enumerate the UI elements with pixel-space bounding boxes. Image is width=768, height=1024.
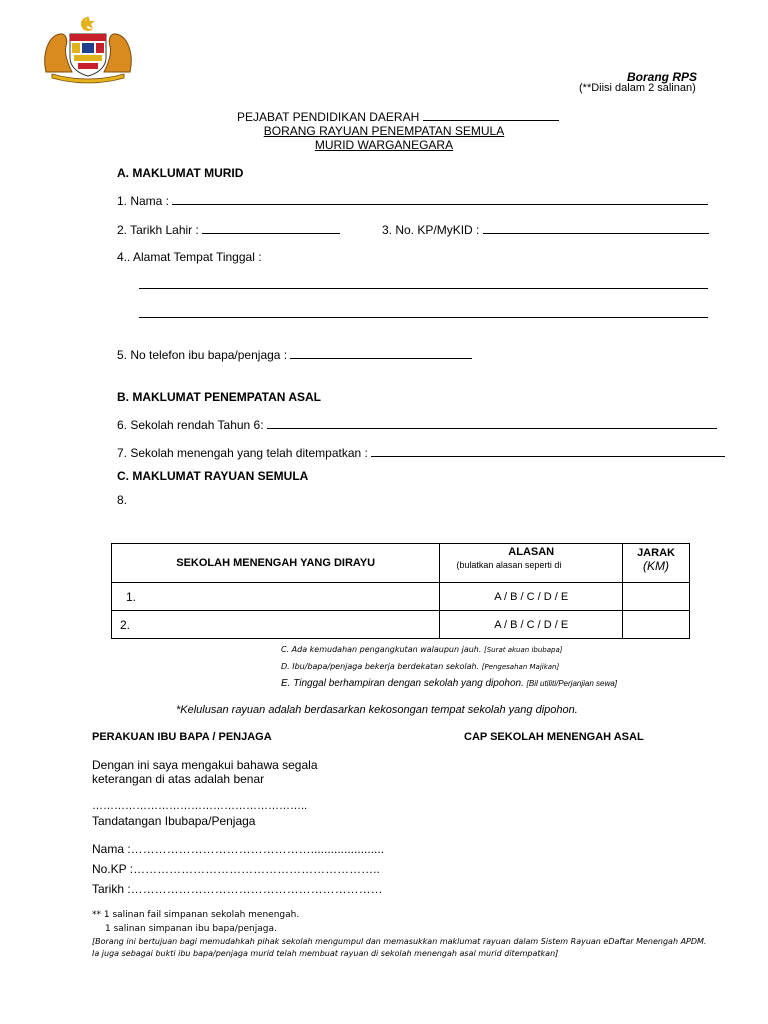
footer-note-1: ** 1 salinan fail simpanan sekolah menengah. bbox=[92, 910, 300, 920]
office-line bbox=[237, 110, 559, 124]
reason-c-text: C. Ada kemudahan pengangkutan walaupun jauh. bbox=[281, 645, 482, 654]
reason-e-doc: [Bil utiliti/Perjanjian sewa] bbox=[526, 679, 617, 688]
col-school-header bbox=[112, 544, 440, 583]
row-2-distance-cell[interactable] bbox=[623, 611, 690, 639]
form-code: Borang RPS bbox=[627, 70, 698, 84]
name-field[interactable] bbox=[172, 194, 708, 205]
row-1-distance-cell[interactable] bbox=[623, 583, 690, 611]
dob-row bbox=[117, 223, 340, 237]
declarant-date-field[interactable]: Tarikh :……………………………………………………… bbox=[92, 882, 383, 896]
declarant-ic-field[interactable]: No.KP :…………………………………………………….. bbox=[92, 862, 380, 876]
reason-e-text: E. Tinggal berhampiran dengan sekolah yang dipohon. bbox=[281, 678, 524, 689]
secondary-school-label: 7. Sekolah menengah yang telah ditempatkan : bbox=[117, 446, 368, 460]
table-header-row bbox=[112, 544, 690, 583]
row-1-school-cell[interactable] bbox=[112, 583, 440, 611]
footer-purpose: [Borang ini bertujuan bagi memudahkah pihak sekolah mengumpul dan memasukkan maklumat rayuan dalam Sistem Rayuan eDaftar Menengah APDM. Ia juga sebagai bukti ibu bapa/penjaga murid telah membuat rayuan di sekolah menengah asal murid ditempatkan] bbox=[92, 937, 707, 958]
row-2-reason-cell[interactable] bbox=[440, 611, 623, 639]
dob-field[interactable] bbox=[202, 223, 340, 234]
section-b-heading: B. MAKLUMAT PENEMPATAN ASAL bbox=[117, 390, 321, 404]
table-row bbox=[112, 611, 690, 639]
col-reason-header bbox=[440, 544, 623, 583]
row-1-reason-cell[interactable] bbox=[440, 583, 623, 611]
office-field[interactable] bbox=[423, 110, 559, 121]
declarant-name-field[interactable]: Nama :………………………………………...................... bbox=[92, 842, 385, 856]
footer-note-2: 1 salinan simpanan ibu bapa/penjaga. bbox=[105, 924, 277, 934]
reason-d-text: D. Ibu/bapa/penjaga bekerja berdekatan sekolah. bbox=[281, 662, 480, 671]
coat-of-arms-emblem bbox=[38, 14, 138, 84]
item-8-label: 8. bbox=[117, 493, 128, 507]
col-distance-sub: (KM) bbox=[643, 559, 670, 573]
col-school-header-text: SEKOLAH MENENGAH YANG DIRAYU bbox=[176, 557, 376, 569]
office-label: PEJABAT PENDIDIKAN DAERAH bbox=[237, 110, 420, 124]
declaration-heading: PERAKUAN IBU BAPA / PENJAGA bbox=[92, 731, 272, 743]
reason-d bbox=[281, 662, 559, 671]
copies-note: (**Diisi dalam 2 salinan) bbox=[579, 82, 696, 94]
declaration-text-2: keterangan di atas adalah benar bbox=[92, 772, 265, 786]
form-title-line2: MURID WARGANEGARA bbox=[314, 138, 454, 152]
col-distance-header bbox=[623, 544, 690, 583]
name-label: 1. Nama : bbox=[117, 194, 170, 208]
section-a-heading: A. MAKLUMAT MURID bbox=[117, 166, 244, 180]
address-label: 4.. Alamat Tempat Tinggal : bbox=[117, 250, 262, 264]
secondary-school-row bbox=[117, 446, 725, 460]
row-1-reason-options: A / B / C / D / E bbox=[494, 590, 569, 603]
declaration-text-1: Dengan ini saya mengakui bahawa segala bbox=[92, 758, 318, 772]
dob-label: 2. Tarikh Lahir : bbox=[117, 223, 199, 237]
reason-c bbox=[281, 645, 562, 654]
primary-school-row bbox=[117, 418, 717, 432]
section-c-heading: C. MAKLUMAT RAYUAN SEMULA bbox=[117, 469, 309, 483]
phone-row bbox=[117, 348, 472, 362]
phone-label: 5. No telefon ibu bapa/penjaga : bbox=[117, 348, 288, 362]
row-2-school-cell[interactable] bbox=[112, 611, 440, 639]
signature-label: Tandatangan Ibubapa/Penjaga bbox=[92, 814, 256, 828]
stamp-heading: CAP SEKOLAH MENENGAH ASAL bbox=[464, 731, 644, 743]
primary-school-field[interactable] bbox=[267, 418, 717, 429]
col-distance-title: JARAK bbox=[637, 547, 675, 559]
approval-note: *Kelulusan rayuan adalah berdasarkan kekosongan tempat sekolah yang dipohon. bbox=[176, 704, 578, 716]
row-2-reason-options: A / B / C / D / E bbox=[494, 618, 569, 631]
col-reason-title: ALASAN bbox=[508, 546, 555, 558]
reason-c-doc: [Surat akuan ibubapa] bbox=[483, 646, 563, 654]
reason-d-doc: [Pengesahan Majikan] bbox=[481, 663, 560, 671]
name-row bbox=[117, 194, 708, 208]
signature-line[interactable]: ………………………………………………….. bbox=[92, 800, 308, 812]
table-row bbox=[112, 583, 690, 611]
secondary-school-field[interactable] bbox=[371, 446, 725, 457]
address-line-1[interactable] bbox=[139, 288, 708, 289]
col-reason-sub: (bulatkan alasan seperti di bbox=[456, 560, 562, 570]
address-line-2[interactable] bbox=[139, 317, 708, 318]
row-2-number: 2. bbox=[120, 617, 131, 632]
reason-e bbox=[281, 678, 617, 689]
row-1-number: 1. bbox=[126, 589, 137, 604]
phone-field[interactable] bbox=[290, 348, 472, 359]
ic-label: 3. No. KP/MyKID : bbox=[382, 223, 480, 237]
ic-field[interactable] bbox=[483, 223, 709, 234]
appeal-table bbox=[111, 543, 690, 639]
ic-row bbox=[382, 223, 709, 237]
form-title-line1: BORANG RAYUAN PENEMPATAN SEMULA bbox=[263, 124, 505, 138]
primary-school-label: 6. Sekolah rendah Tahun 6: bbox=[117, 418, 264, 432]
